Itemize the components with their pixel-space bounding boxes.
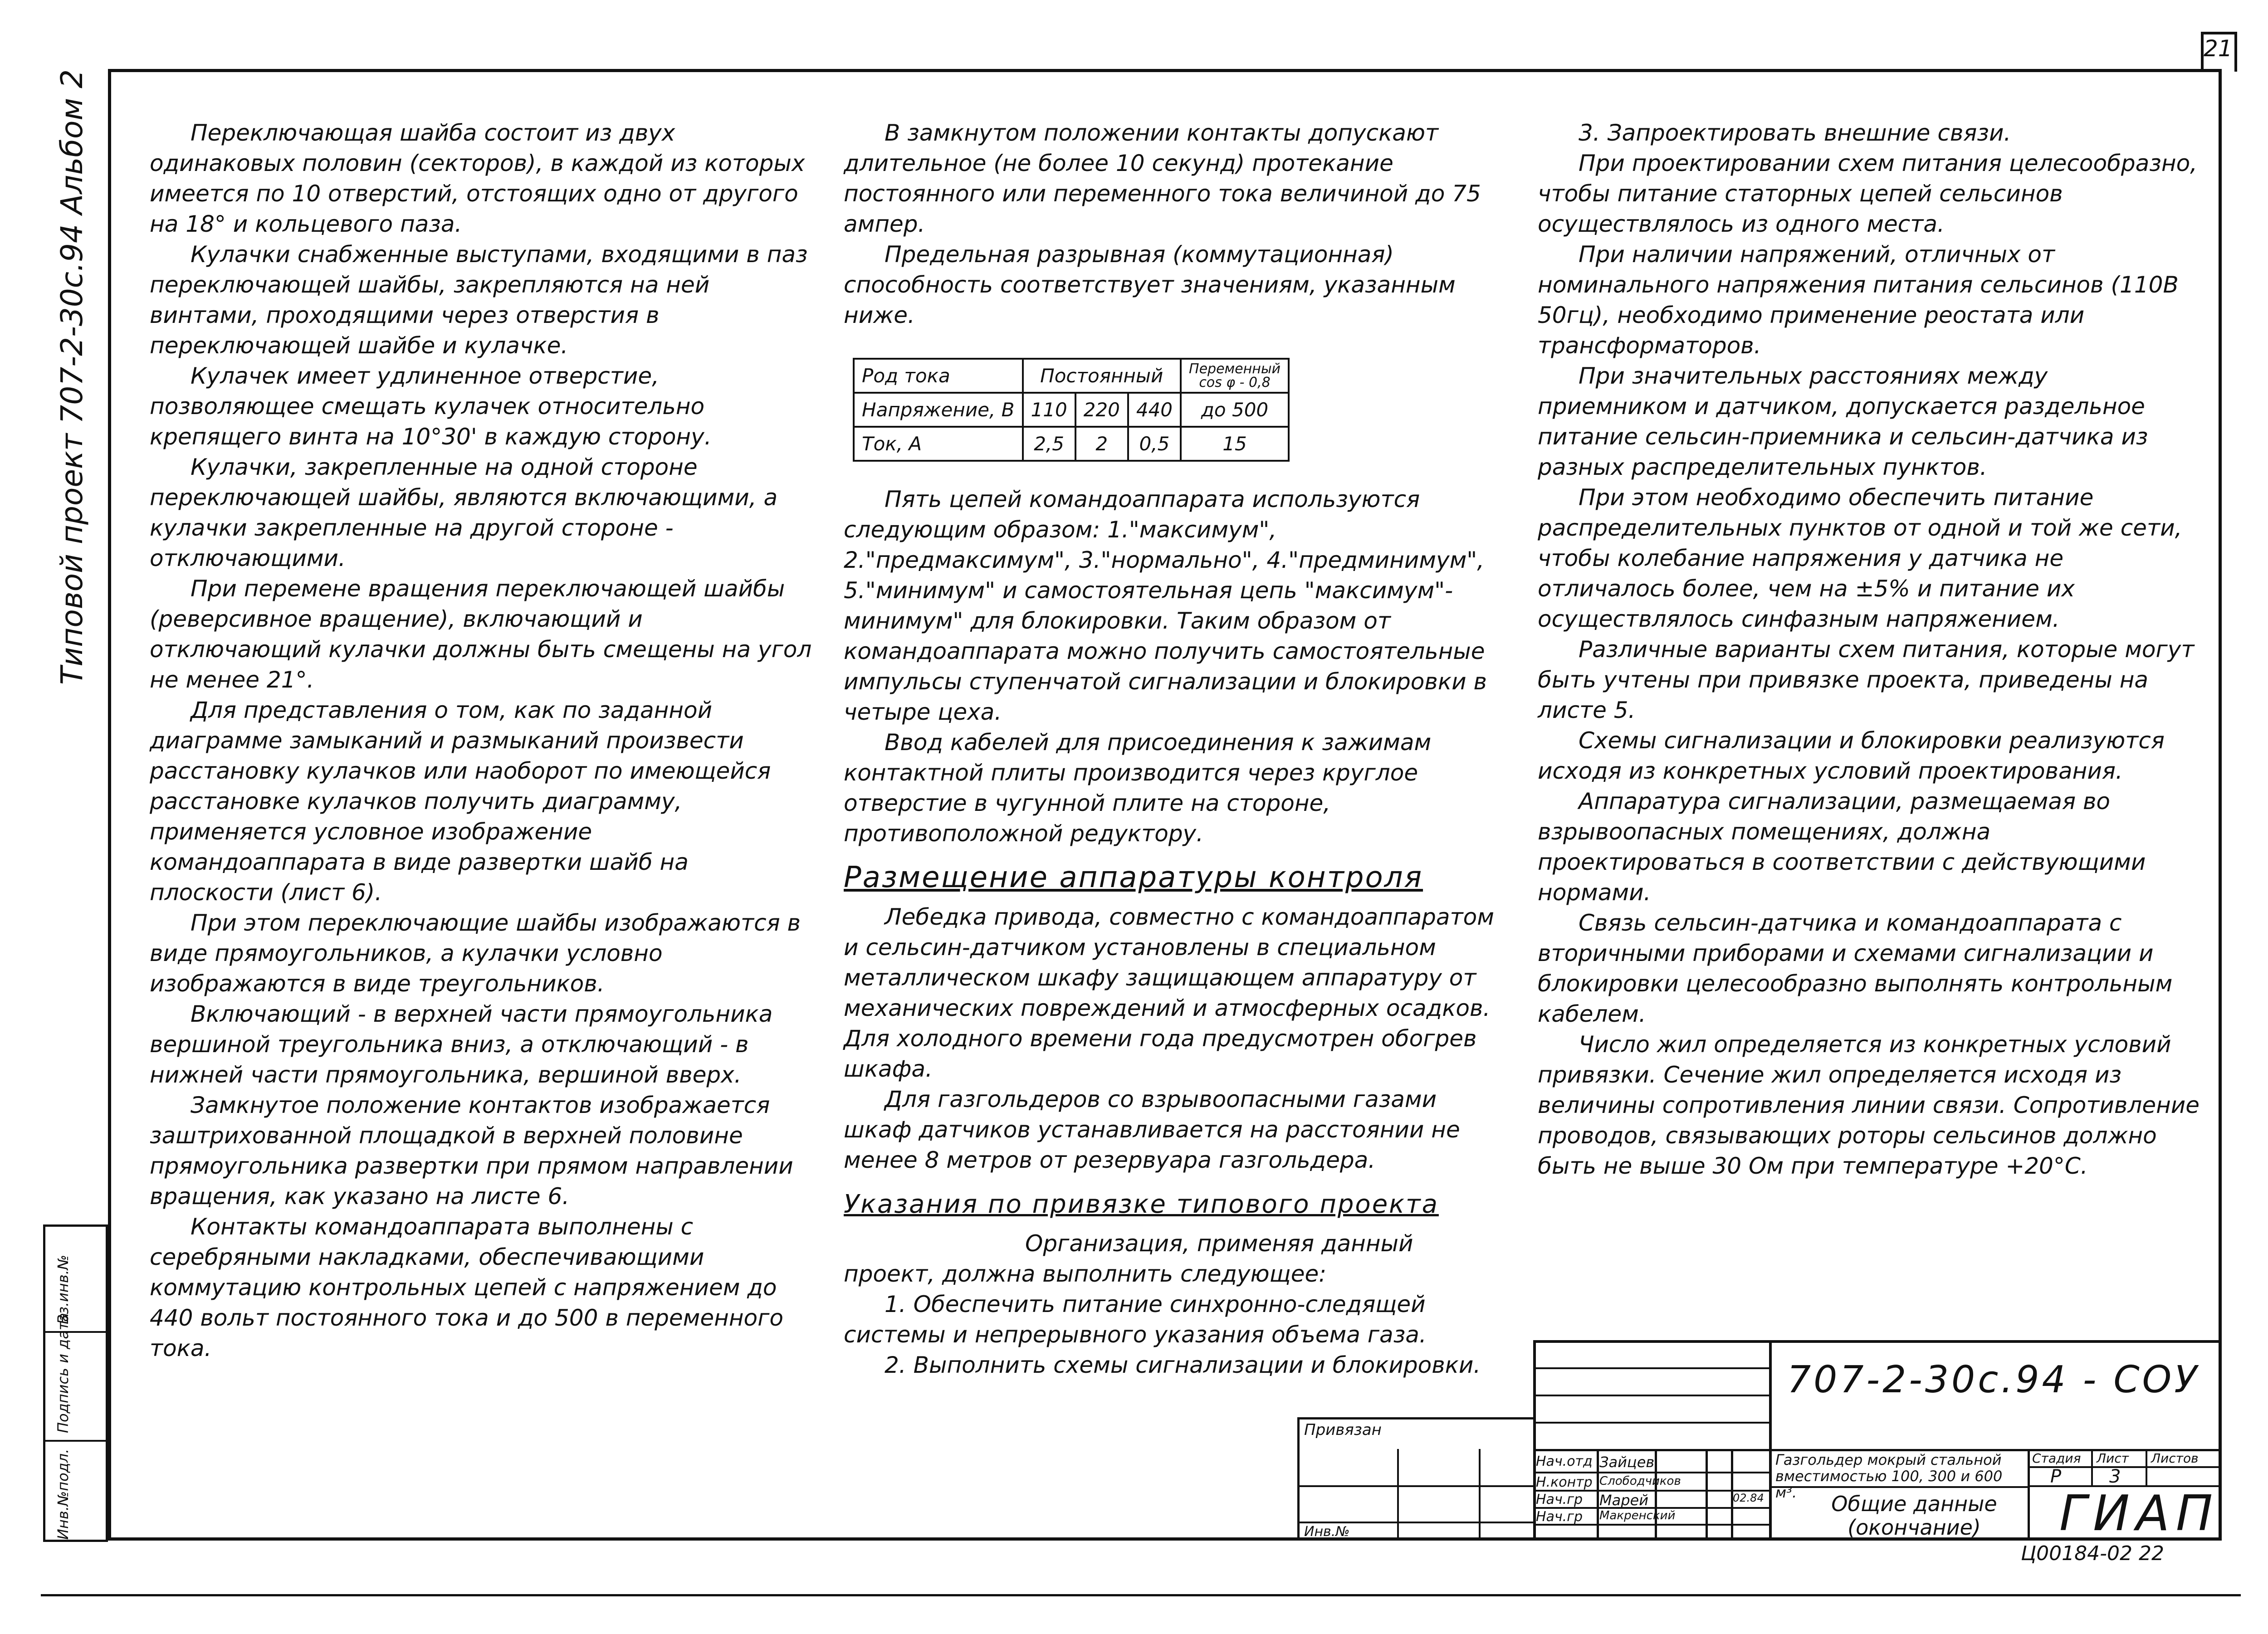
text-column-2 (844, 118, 1506, 1380)
sheet-number: 21 (2204, 35, 2233, 62)
role-label: Нач.гр (1536, 1509, 1583, 1525)
stamp-line (2091, 1449, 2093, 1486)
left-stamp-strip (43, 1224, 108, 1542)
sheet-title: Общие данные (окончание) (1831, 1492, 1997, 1540)
paragraph: Схемы сигнализации и блокировки реализуются исходя из конкретных условий проектирования. (1538, 727, 2165, 784)
signer-name: Зайцев (1599, 1454, 1655, 1471)
table-cell: 0,5 (1128, 427, 1181, 461)
stage-header: Стадия (2032, 1451, 2081, 1466)
document-code: 707-2-30с.94 - СОУ (1787, 1358, 2200, 1401)
section-heading: Указания по привязке типового проекта (844, 1190, 1439, 1219)
table-cell: 2 (1075, 427, 1128, 461)
stamp-line (1769, 1340, 1772, 1541)
text-column-3 (1538, 118, 2200, 1181)
privyazan-label: Привязан (1304, 1421, 1382, 1439)
stamp-line (1597, 1449, 1599, 1541)
stamp-line (1533, 1340, 2222, 1343)
paragraph: Число жил определяется из конкретных условий привязки. Сечение жил определяется исходя из величины сопротивления линии связи. Сопротивление проводов, связывающих роторы сельсинов должно быть не выше 30 Ом при температуре +20°С. (1538, 1031, 2200, 1179)
paragraph: Кулачки, закрепленные на одной стороне переключающей шайбы, являются включающими, а кулачки закрепленные на другой стороне - отключающими. (150, 454, 778, 571)
table-row-label: Ток, А (854, 427, 1023, 461)
table-header-kind: Род тока (854, 359, 1023, 393)
paragraph: Предельная разрывная (коммутационная) способность соответствует значениям, указанным ниже. (844, 241, 1456, 328)
stamp-line (1533, 1422, 1769, 1424)
stamp-line (1397, 1449, 1399, 1541)
paragraph: При этом необходимо обеспечить питание распределительных пунктов от одной и той же сети, чтобы колебание напряжения у датчика не отличалось более, чем на ±5% и питание их осуществлялось синфазным напряжением. (1538, 484, 2182, 632)
paragraph: Замкнутое положение контактов изображается заштрихованной площадкой в верхней половине прямоугольника развертки при прямом направлении вращения, как указано на листе 6. (150, 1092, 793, 1210)
strip-divider (45, 1440, 106, 1442)
sheet-header: Лист (2097, 1451, 2129, 1466)
breaking-capacity-table (853, 358, 1290, 462)
paragraph: Пять цепей командоаппарата используются следующим образом: 1."максимум", 2."предмаксимум", 3."нормально", 4."предминимум", 5."минимум" и самостоятельная цепь "максимум"-минимум" для блокировки. Таким образом от командоаппарата можно получить самостоятельные импульсы ступенчатой сигнализации и блокировки в четыре цеха. (844, 486, 1487, 725)
paragraph: При значительных расстояниях между приемником и датчиком, допускается раздельное питание сельсин-приемника и сельсин-датчика из разных распределительных пунктов. (1538, 363, 2148, 480)
role-label: Нач.отд (1536, 1454, 1593, 1469)
role-label: Нач.гр (1536, 1492, 1583, 1507)
object-name: Газгольдер мокрый стальной вместимостью 100, 300 и 600 м³. (1775, 1451, 2003, 1501)
table-cell: 2,5 (1023, 427, 1075, 461)
paragraph: 3. Запроектировать внешние связи. (1579, 120, 2011, 146)
stage-value: Р (2050, 1466, 2062, 1487)
signer-name: Слободчиков (1599, 1474, 1681, 1488)
paragraph: Контакты командоаппарата выполнены с серебряными накладками, обеспечивающими коммутацию контрольных цепей с напряжением до 440 вольт постоянного тока и до 500 в переменного тока. (150, 1214, 783, 1361)
stamp-line (2146, 1449, 2147, 1486)
paragraph: Лебедка привода, совместно с командоаппаратом и сельсин-датчиком установлены в специальном металлическом шкафу защищающем аппаратуру от механических повреждений и атмосферных осадков. Для холодного времени года предусмотрен обогрев шкафа. (844, 904, 1494, 1082)
stamp-line (1533, 1395, 1769, 1396)
paragraph: Кулачек имеет удлиненное отверстие, позволяющее смещать кулачек относительно крепящего винта на 10°30' в каждую сторону. (150, 363, 712, 450)
paragraph: Включающий - в верхней части прямоугольника вершиной треугольника вниз, а отключающий - в нижней части прямоугольника, вершиной вверх. (150, 1001, 773, 1088)
role-label: Н.контр (1536, 1474, 1593, 1490)
stamp-line (1297, 1417, 1536, 1419)
paragraph: Кулачки снабженные выступами, входящими в паз переключающей шайбы, закрепляются на ней винтами, проходящими через отверстия в переключающей шайбе и кулачке. (150, 241, 808, 359)
paragraph: 2. Выполнить схемы сигнализации и блокировки. (885, 1352, 1481, 1378)
table-cell: 440 (1128, 393, 1181, 427)
table-cell: 220 (1075, 393, 1128, 427)
sheets-header: Листов (2151, 1451, 2199, 1466)
signer-name: Макренский (1599, 1509, 1676, 1522)
stamp-line (1297, 1485, 1536, 1487)
strip-label-vz: Вз.инв.№ (54, 1254, 72, 1324)
signer-name: Марей (1599, 1492, 1649, 1509)
table-header-ac-label: Переменный (1189, 361, 1281, 377)
paragraph: При этом переключающие шайбы изображаются в виде прямоугольников, а кулачки условно изображаются в виде треугольников. (150, 910, 801, 997)
paragraph: Для представления о том, как по заданной диаграмме замыканий и размыканий произвести расстановку кулачков или наоборот по имеющейся расстановке кулачков получить диаграмму, применяется условное изображение командоаппарата в виде развертки шайб на плоскости (лист 6). (150, 697, 771, 906)
side-title: Типовой проект 707-2-30с.94 Альбом 2 (54, 69, 89, 685)
sheet-value: 3 (2109, 1466, 2121, 1487)
paragraph: В замкнутом положении контакты допускают длительное (не более 10 секунд) протекание постоянного или переменного тока величиной до 75 ампер. (844, 120, 1481, 237)
strip-label-inv: Инв.№подл. (54, 1449, 72, 1540)
organization-name: ГИАП (2059, 1485, 2219, 1542)
stamp-line (1297, 1522, 1536, 1523)
stamp-line (1655, 1449, 1657, 1541)
paragraph: Связь сельсин-датчика и командоаппарата с вторичными приборами и схемами сигнализации и блокировки целесообразно выполнять контрольным кабелем. (1538, 910, 2173, 1027)
stamp-line (1533, 1367, 1769, 1369)
table-header-ac (1181, 359, 1289, 393)
stamp-line (2028, 1449, 2030, 1541)
stamp-line (1706, 1449, 1708, 1541)
paragraph: При наличии напряжений, отличных от номинального напряжения питания сельсинов (110В 50гц), необходимо применение реостата или трансформаторов. (1538, 241, 2179, 359)
paragraph: Для газгольдеров со взрывоопасными газами шкаф датчиков устанавливается на расстоянии не менее 8 метров от резервуара газгольдера. (844, 1086, 1460, 1173)
title-block (1304, 1340, 2222, 1542)
table-header-ac-cos: cos φ - 0,8 (1199, 374, 1271, 390)
table-cell: 15 (1181, 427, 1289, 461)
trim-line (41, 1594, 2241, 1596)
stamp-line (1479, 1449, 1481, 1541)
table-cell: до 500 (1181, 393, 1289, 427)
sign-date: 02.84 (1733, 1492, 1764, 1504)
section-heading: Размещение аппаратуры контроля (844, 861, 1423, 894)
paragraph: Аппаратура сигнализации, размещаемая во взрывоопасных помещениях, должна проектироваться в соответствии с действующими нормами. (1538, 788, 2146, 906)
inv-no-label: Инв.№ (1304, 1524, 1350, 1540)
table-row-label: Напряжение, В (854, 393, 1023, 427)
stamp-line (1533, 1472, 1769, 1473)
strip-label-sign: Подпись и дата (54, 1312, 72, 1433)
paragraph: 1. Обеспечить питание синхронно-следящей системы и непрерывного указания объема газа. (844, 1291, 1427, 1348)
text-column-1 (150, 118, 812, 1364)
paragraph: Переключающая шайба состоит из двух одинаковых половин (секторов), в каждой из которых имеется по 10 отверстий, отстоящих одно от другого на 18° и кольцевого паза. (150, 120, 805, 237)
paragraph: Различные варианты схем питания, которые могут быть учтены при привязке проекта, приведены на листе 5. (1538, 636, 2195, 723)
paragraph: При проектировании схем питания целесообразно, чтобы питание статорных цепей сельсинов осуществлялось из одного места. (1538, 150, 2198, 237)
paragraph: Организация, применяя данный проект, должна выполнить следующее: (844, 1230, 1413, 1287)
archive-code: Ц00184-02 22 (2021, 1542, 2164, 1565)
table-header-dc: Постоянный (1023, 359, 1181, 393)
table-cell: 110 (1023, 393, 1075, 427)
paragraph: При перемене вращения переключающей шайбы (реверсивное вращение), включающий и отключающий кулачки должны быть смещены на угол не менее 21°. (150, 576, 812, 693)
paragraph: Ввод кабелей для присоединения к зажимам контактной плиты производится через круглое отверстие в чугунной плите на стороне, противоположной редуктору. (844, 729, 1432, 847)
